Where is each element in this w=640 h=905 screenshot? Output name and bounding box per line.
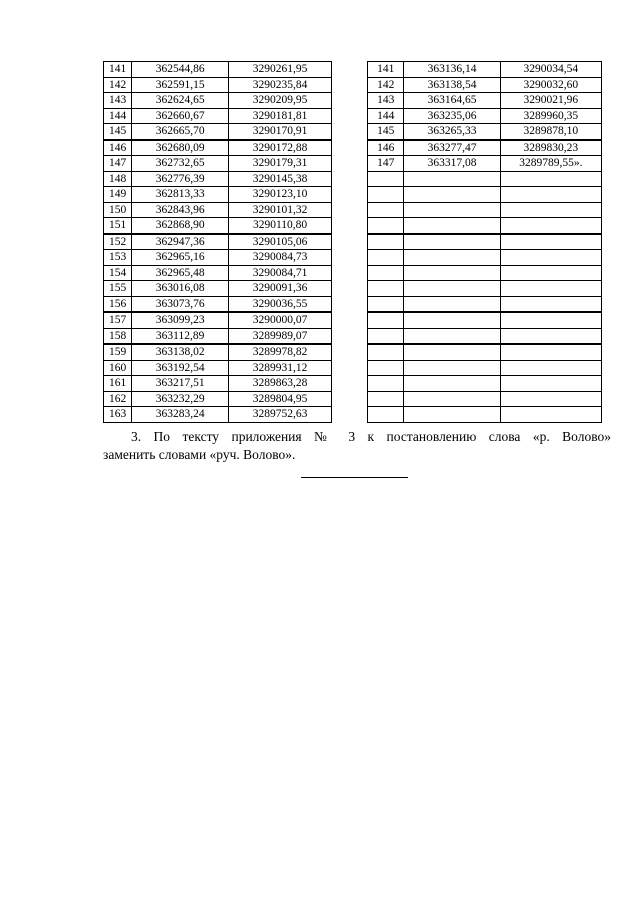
x-coordinate-cell [404,328,500,344]
point-number-cell [368,234,404,250]
y-coordinate-cell: 3289878,10 [500,124,601,140]
table-row [368,281,602,297]
y-coordinate-cell: 3290084,71 [229,265,332,281]
point-number-cell [368,202,404,218]
table-row [104,77,332,93]
table-row [104,360,332,376]
table-row [104,407,332,423]
x-coordinate-cell: 363235,06 [404,108,500,124]
y-coordinate-cell: 3290209,95 [229,93,332,109]
point-number-cell: 143 [368,93,404,109]
y-coordinate-cell [500,250,601,266]
point-number-cell [368,312,404,328]
x-coordinate-cell: 363192,54 [132,360,229,376]
point-number-cell [368,187,404,203]
table-row [104,124,332,140]
y-coordinate-cell: 3289804,95 [229,391,332,407]
x-coordinate-cell [404,218,500,234]
x-coordinate-cell: 363099,23 [132,312,229,328]
point-number-cell: 144 [104,108,132,124]
y-coordinate-cell [500,407,601,423]
x-coordinate-cell: 362544,86 [132,62,229,78]
point-number-cell [368,360,404,376]
y-coordinate-cell: 3290000,07 [229,312,332,328]
table-row [368,234,602,250]
x-coordinate-cell [404,376,500,392]
y-coordinate-cell: 3290021,96 [500,93,601,109]
table-row [104,312,332,328]
table-row [368,328,602,344]
table-row [104,391,332,407]
y-coordinate-cell: 3290235,84 [229,77,332,93]
x-coordinate-cell [404,187,500,203]
y-coordinate-cell: 3289931,12 [229,360,332,376]
x-coordinate-cell [404,202,500,218]
table-row [104,156,332,172]
y-coordinate-cell: 3289960,35 [500,108,601,124]
point-number-cell: 146 [104,140,132,156]
point-number-cell [368,296,404,312]
y-coordinate-cell: 3289789,55». [500,156,601,172]
table-row [104,344,332,360]
x-coordinate-cell: 362665,70 [132,124,229,140]
y-coordinate-cell: 3290172,88 [229,140,332,156]
x-coordinate-cell: 362660,67 [132,108,229,124]
x-coordinate-cell [404,360,500,376]
y-coordinate-cell: 3290145,38 [229,171,332,187]
point-number-cell: 148 [104,171,132,187]
table-row [368,265,602,281]
end-divider-line [301,477,408,478]
table-row [368,296,602,312]
amendment-line-2: заменить словами «руч. Волово». [103,447,296,462]
point-number-cell: 141 [104,62,132,78]
y-coordinate-cell: 3290034,54 [500,62,601,78]
y-coordinate-cell: 3290179,31 [229,156,332,172]
table-row [104,296,332,312]
point-number-cell [368,328,404,344]
point-number-cell: 161 [104,376,132,392]
table-row [104,93,332,109]
table-row [104,108,332,124]
x-coordinate-cell [404,312,500,328]
table-row [104,187,332,203]
table-row [104,218,332,234]
point-number-cell: 146 [368,140,404,156]
x-coordinate-cell: 363277,47 [404,140,500,156]
x-coordinate-cell: 362813,33 [132,187,229,203]
point-number-cell: 144 [368,108,404,124]
x-coordinate-cell: 363016,08 [132,281,229,297]
x-coordinate-cell: 363136,14 [404,62,500,78]
x-coordinate-cell: 362591,15 [132,77,229,93]
point-number-cell: 153 [104,250,132,266]
x-coordinate-cell: 362843,96 [132,202,229,218]
table-row [368,218,602,234]
y-coordinate-cell [500,265,601,281]
y-coordinate-cell [500,296,601,312]
point-number-cell: 150 [104,202,132,218]
point-number-cell: 149 [104,187,132,203]
y-coordinate-cell: 3289863,28 [229,376,332,392]
table-row [104,376,332,392]
table-row [368,77,602,93]
x-coordinate-cell: 363112,89 [132,328,229,344]
point-number-cell: 145 [368,124,404,140]
x-coordinate-cell: 362624,65 [132,93,229,109]
x-coordinate-cell [404,391,500,407]
point-number-cell [368,265,404,281]
table-row [368,171,602,187]
x-coordinate-cell: 363317,08 [404,156,500,172]
x-coordinate-cell [404,171,500,187]
x-coordinate-cell: 362776,39 [132,171,229,187]
point-number-cell [368,250,404,266]
point-number-cell: 147 [104,156,132,172]
x-coordinate-cell: 362732,65 [132,156,229,172]
point-number-cell: 156 [104,296,132,312]
amendment-line-1: 3. По тексту приложения № 3 к постановлению слова «р. Волово» [131,429,611,444]
table-row [368,360,602,376]
table-row [368,140,602,156]
x-coordinate-cell: 363265,33 [404,124,500,140]
x-coordinate-cell: 362680,09 [132,140,229,156]
y-coordinate-cell: 3290105,06 [229,234,332,250]
table-row [104,171,332,187]
y-coordinate-cell: 3289830,23 [500,140,601,156]
y-coordinate-cell [500,202,601,218]
point-number-cell: 159 [104,344,132,360]
y-coordinate-cell: 3289978,82 [229,344,332,360]
point-number-cell [368,344,404,360]
x-coordinate-cell: 363164,65 [404,93,500,109]
table-row [368,93,602,109]
x-coordinate-cell [404,250,500,266]
table-row [368,108,602,124]
x-coordinate-cell [404,265,500,281]
y-coordinate-cell [500,312,601,328]
y-coordinate-cell: 3290036,55 [229,296,332,312]
x-coordinate-cell [404,281,500,297]
coordinates-table-right [367,61,602,423]
y-coordinate-cell: 3290032,60 [500,77,601,93]
table-row [368,312,602,328]
point-number-cell: 142 [368,77,404,93]
x-coordinate-cell: 362965,48 [132,265,229,281]
point-number-cell: 145 [104,124,132,140]
x-coordinate-cell [404,234,500,250]
point-number-cell: 155 [104,281,132,297]
y-coordinate-cell [500,376,601,392]
x-coordinate-cell: 362868,90 [132,218,229,234]
point-number-cell [368,171,404,187]
x-coordinate-cell: 363217,51 [132,376,229,392]
point-number-cell: 141 [368,62,404,78]
point-number-cell [368,281,404,297]
table-row [104,328,332,344]
point-number-cell: 158 [104,328,132,344]
x-coordinate-cell: 363232,29 [132,391,229,407]
table-row [104,202,332,218]
y-coordinate-cell: 3290170,91 [229,124,332,140]
y-coordinate-cell [500,360,601,376]
point-number-cell: 151 [104,218,132,234]
coordinates-table-left [103,61,332,423]
point-number-cell [368,407,404,423]
point-number-cell: 143 [104,93,132,109]
table-row [368,124,602,140]
y-coordinate-cell: 3290091,36 [229,281,332,297]
x-coordinate-cell: 363073,76 [132,296,229,312]
x-coordinate-cell: 363138,02 [132,344,229,360]
y-coordinate-cell [500,218,601,234]
y-coordinate-cell: 3290101,32 [229,202,332,218]
x-coordinate-cell: 363283,24 [132,407,229,423]
point-number-cell: 163 [104,407,132,423]
point-number-cell: 147 [368,156,404,172]
table-row [368,376,602,392]
y-coordinate-cell: 3290261,95 [229,62,332,78]
table-row [368,250,602,266]
point-number-cell: 162 [104,391,132,407]
y-coordinate-cell [500,281,601,297]
table-row [104,281,332,297]
table-row [368,407,602,423]
point-number-cell: 160 [104,360,132,376]
table-row [104,265,332,281]
x-coordinate-cell [404,344,500,360]
table-row [368,391,602,407]
y-coordinate-cell: 3290123,10 [229,187,332,203]
table-row [104,250,332,266]
point-number-cell [368,376,404,392]
y-coordinate-cell: 3290110,80 [229,218,332,234]
x-coordinate-cell: 363138,54 [404,77,500,93]
y-coordinate-cell [500,171,601,187]
y-coordinate-cell [500,328,601,344]
point-number-cell: 142 [104,77,132,93]
table-row [368,344,602,360]
table-row [368,202,602,218]
table-row [368,187,602,203]
y-coordinate-cell: 3289989,07 [229,328,332,344]
x-coordinate-cell [404,296,500,312]
table-row [368,156,602,172]
y-coordinate-cell: 3290181,81 [229,108,332,124]
y-coordinate-cell [500,187,601,203]
table-row [104,234,332,250]
table-row [104,62,332,78]
point-number-cell: 157 [104,312,132,328]
table-row [368,62,602,78]
x-coordinate-cell: 362947,36 [132,234,229,250]
point-number-cell: 152 [104,234,132,250]
x-coordinate-cell [404,407,500,423]
amendment-paragraph [103,428,611,464]
table-row [104,140,332,156]
point-number-cell: 154 [104,265,132,281]
y-coordinate-cell: 3290084,73 [229,250,332,266]
y-coordinate-cell [500,234,601,250]
y-coordinate-cell [500,391,601,407]
point-number-cell [368,218,404,234]
point-number-cell [368,391,404,407]
x-coordinate-cell: 362965,16 [132,250,229,266]
y-coordinate-cell: 3289752,63 [229,407,332,423]
y-coordinate-cell [500,344,601,360]
